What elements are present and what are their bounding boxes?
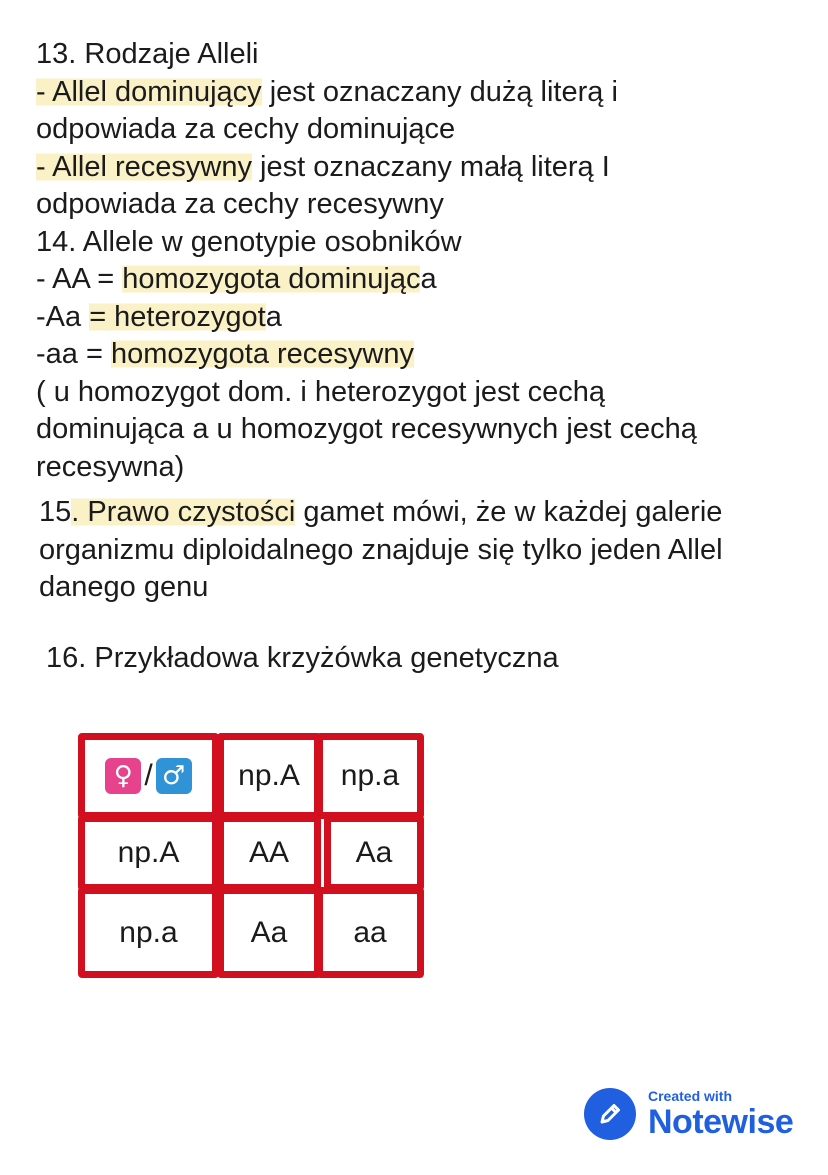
created-with-label: Created with: [648, 1088, 733, 1104]
recessive-rest: jest oznaczany małą literą I: [251, 150, 610, 183]
law-line-1: [39, 494, 816, 532]
law-line-2: organizmu diploidalnego znajduje się tylko jeden Allel: [39, 533, 723, 566]
het-prefix: -Aa: [36, 300, 90, 333]
row-header-cell: np.A: [78, 815, 219, 891]
sex-symbols: [105, 758, 191, 794]
male-symbol-icon: ♂: [156, 758, 192, 794]
highlight-dominant: - Allel dominujący: [36, 75, 262, 108]
female-symbol-icon: ♀: [105, 758, 141, 794]
note-line-1: ( u homozygot dom. i heterozygot jest cechą: [36, 375, 606, 408]
punnett-square: [78, 733, 424, 978]
homozygous-recessive-line: [36, 336, 816, 374]
law-line-3: danego genu: [39, 571, 209, 603]
note-content: [36, 36, 816, 607]
aa-rec-prefix: -aa =: [36, 338, 111, 370]
highlight-law: . Prawo czystości: [71, 496, 296, 528]
genotype-cell: Aa: [324, 815, 424, 891]
dominant-allele-line-2: odpowiada za cechy dominujące: [36, 113, 456, 145]
heading-14: 14. Allele w genotypie osobników: [36, 225, 462, 258]
law-rest: gamet mówi, że w każdej galerie: [295, 496, 723, 528]
recessive-allele-line-2: odpowiada za cechy recesywny: [36, 188, 444, 220]
highlight-homozygous-recessive: homozygota recesywny: [110, 338, 414, 370]
genotype-cell: AA: [217, 815, 321, 891]
notewise-badge: [584, 1084, 793, 1144]
pencil-icon: [584, 1088, 636, 1140]
symbol-slash: /: [144, 759, 153, 792]
heading-16: 16. Przykładowa krzyżówka genetyczna: [46, 642, 559, 674]
note-line-3: recesywna): [36, 450, 185, 483]
row-header-cell: np.a: [78, 887, 219, 978]
genotype-cell: Aa: [217, 887, 321, 978]
dominant-allele-line: [36, 74, 816, 112]
homozygous-dominant-line: [36, 261, 816, 299]
heterozygous-line: [36, 299, 816, 337]
aa-dom-suffix: a: [420, 263, 437, 295]
highlight-recessive: - Allel recesywny: [36, 150, 252, 183]
aa-dom-prefix: - AA =: [36, 263, 123, 295]
corner-cell: [78, 733, 219, 819]
highlight-heterozygous: = heterozygot: [89, 300, 266, 333]
heading-13: 13. Rodzaje Alleli: [36, 38, 259, 70]
het-suffix: a: [265, 300, 282, 333]
badge-text: [648, 1089, 793, 1139]
paragraph-15: [39, 494, 816, 607]
genotype-cell: aa: [316, 887, 424, 978]
recessive-allele-line: [36, 149, 816, 187]
brand-name: Notewise: [648, 1103, 794, 1141]
col-header-cell: np.A: [217, 733, 321, 819]
note-line-2: dominująca a u homozygot recesywnych jest cechą: [36, 413, 697, 445]
col-header-cell: np.a: [316, 733, 424, 819]
law-number: 15: [39, 496, 72, 528]
dominant-rest: jest oznaczany dużą literą i: [261, 75, 618, 108]
highlight-homozygous-dominant: homozygota dominując: [122, 263, 421, 295]
